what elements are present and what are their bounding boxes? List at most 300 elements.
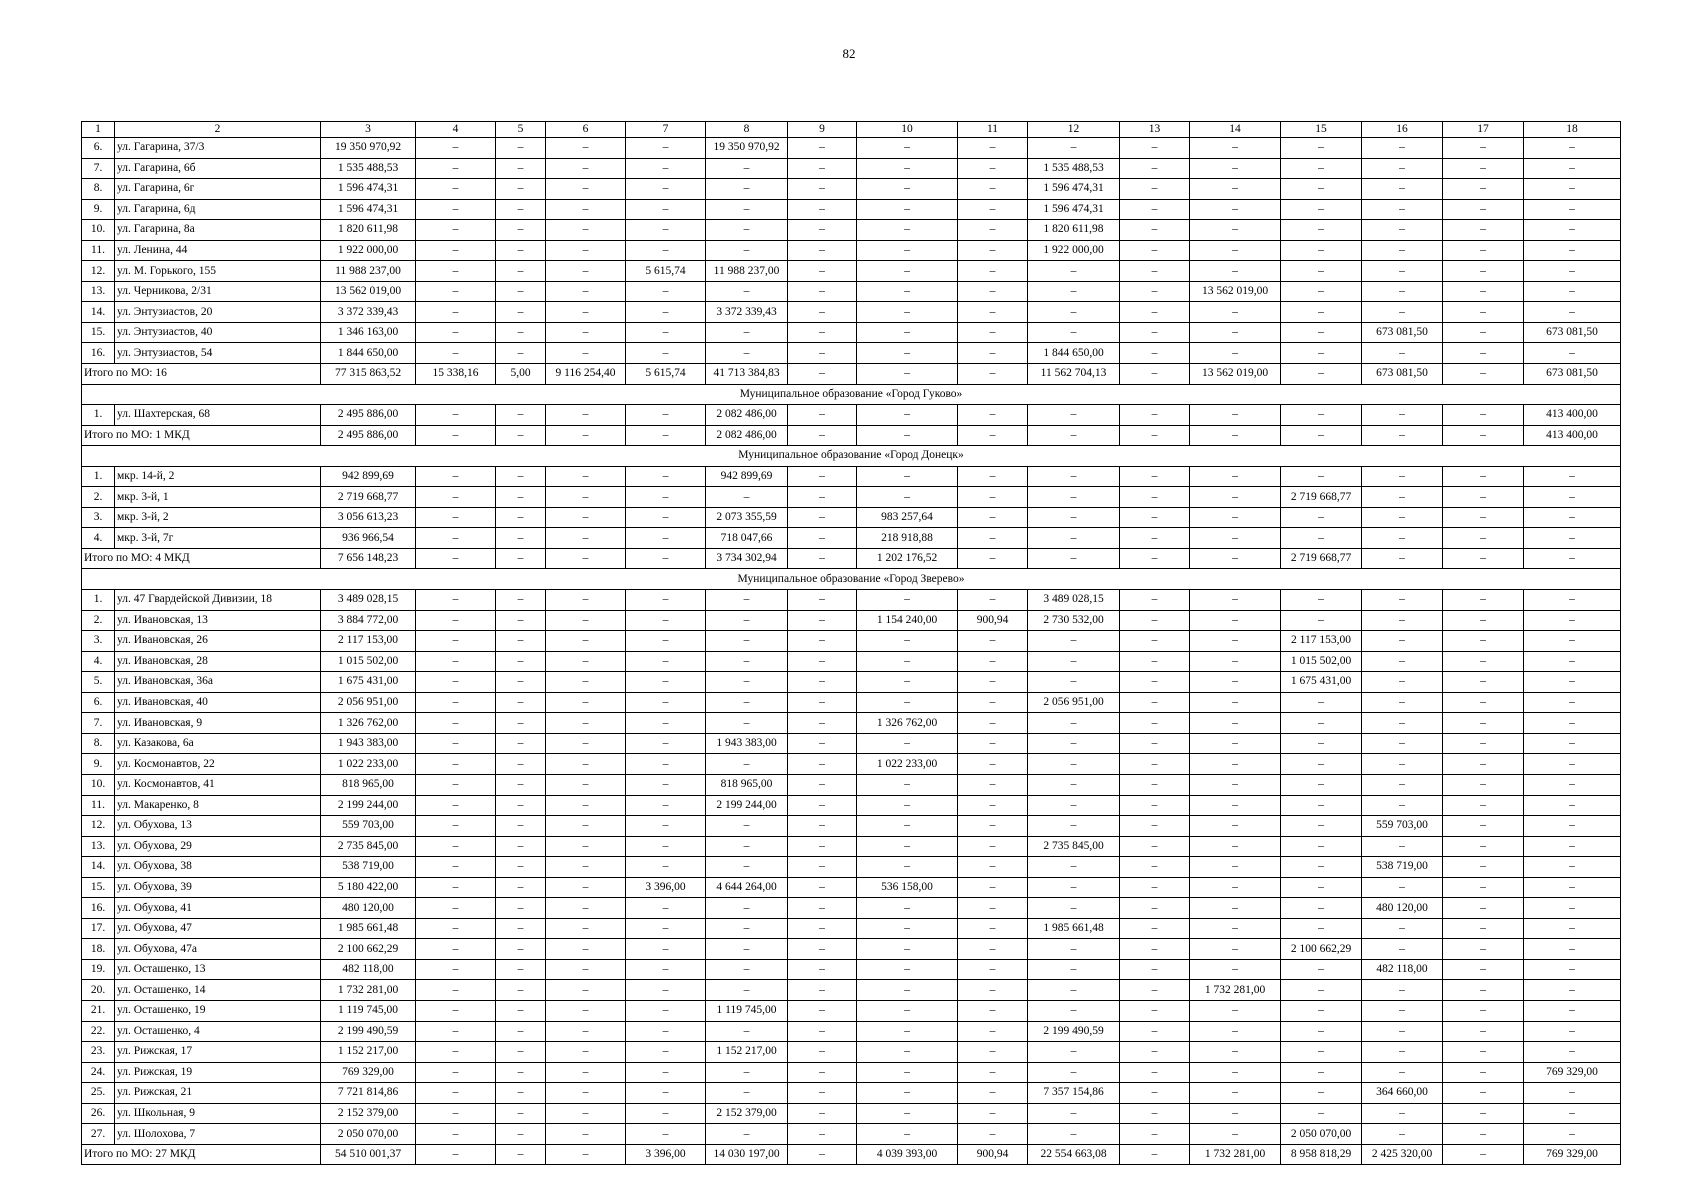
value-cell: – (1190, 1124, 1281, 1145)
table-row (82, 507, 1621, 528)
value-cell: – (416, 795, 496, 816)
value-cell: 7 656 148,23 (321, 548, 416, 569)
value-cell: – (1028, 507, 1120, 528)
value-cell: – (546, 1021, 626, 1042)
value-cell: – (706, 631, 788, 652)
value-cell: – (706, 220, 788, 241)
value-cell: – (1120, 343, 1190, 364)
table-row (82, 1062, 1621, 1083)
value-cell: – (1190, 1103, 1281, 1124)
value-cell: – (626, 1062, 706, 1083)
value-cell: – (1120, 364, 1190, 385)
value-cell: – (626, 836, 706, 857)
value-cell: – (1028, 774, 1120, 795)
value-cell: – (706, 836, 788, 857)
value-cell: 1 732 281,00 (1190, 1144, 1281, 1165)
value-cell: – (496, 939, 546, 960)
value-cell: – (788, 466, 857, 487)
table-row (82, 692, 1621, 713)
row-number: 1. (82, 466, 115, 487)
value-cell: 538 719,00 (1362, 857, 1443, 878)
address-cell: ул. Обухова, 47 (115, 918, 321, 939)
value-cell: – (626, 590, 706, 611)
row-number: 19. (82, 959, 115, 980)
value-cell: – (857, 959, 958, 980)
value-cell: – (706, 158, 788, 179)
value-cell: – (958, 322, 1028, 343)
value-cell: – (496, 199, 546, 220)
value-cell: – (788, 1103, 857, 1124)
value-cell: – (1362, 1103, 1443, 1124)
value-cell: – (1120, 528, 1190, 549)
value-cell: – (706, 857, 788, 878)
value-cell: – (1120, 1124, 1190, 1145)
value-cell: – (496, 466, 546, 487)
value-cell: – (1443, 548, 1524, 569)
row-number: 3. (82, 507, 115, 528)
value-cell: – (626, 302, 706, 323)
value-cell: – (706, 1021, 788, 1042)
value-cell: 22 554 663,08 (1028, 1144, 1120, 1165)
value-cell: – (958, 939, 1028, 960)
address-cell: ул. Обухова, 29 (115, 836, 321, 857)
value-cell: – (788, 733, 857, 754)
row-number: 9. (82, 754, 115, 775)
table-row (82, 857, 1621, 878)
value-cell: 3 396,00 (626, 877, 706, 898)
value-cell: – (1281, 1042, 1362, 1063)
value-cell: – (1443, 158, 1524, 179)
value-cell: – (626, 610, 706, 631)
value-cell: 1 022 233,00 (321, 754, 416, 775)
value-cell: – (1028, 322, 1120, 343)
value-cell: – (1120, 302, 1190, 323)
value-cell: – (496, 528, 546, 549)
value-cell: – (1190, 795, 1281, 816)
value-cell: – (1190, 774, 1281, 795)
address-cell: ул. Шахтерская, 68 (115, 405, 321, 426)
row-number: 8. (82, 733, 115, 754)
value-cell: – (857, 364, 958, 385)
table-container (81, 121, 1620, 1165)
value-cell: – (1190, 220, 1281, 241)
value-cell: – (788, 1144, 857, 1165)
value-cell: 818 965,00 (706, 774, 788, 795)
row-number: 6. (82, 138, 115, 159)
total-row (82, 1144, 1621, 1165)
value-cell: – (1120, 158, 1190, 179)
value-cell: – (1120, 980, 1190, 1001)
value-cell: – (958, 672, 1028, 693)
table-row (82, 240, 1621, 261)
value-cell: – (1524, 548, 1621, 569)
value-cell: – (1028, 754, 1120, 775)
section-header-row (82, 446, 1621, 467)
value-cell: – (546, 1124, 626, 1145)
value-cell: – (416, 898, 496, 919)
value-cell: 769 329,00 (1524, 1062, 1621, 1083)
value-cell: – (1281, 405, 1362, 426)
value-cell: – (1524, 918, 1621, 939)
value-cell: – (1362, 425, 1443, 446)
value-cell: – (1524, 507, 1621, 528)
value-cell: – (857, 1042, 958, 1063)
table-row (82, 1103, 1621, 1124)
value-cell: – (1120, 1144, 1190, 1165)
column-header: 5 (496, 122, 546, 138)
value-cell: – (1190, 939, 1281, 960)
value-cell: – (1443, 610, 1524, 631)
row-number: 13. (82, 836, 115, 857)
value-cell: 1 022 233,00 (857, 754, 958, 775)
value-cell: – (1120, 631, 1190, 652)
address-cell: ул. Ленина, 44 (115, 240, 321, 261)
value-cell: – (546, 631, 626, 652)
value-cell: – (416, 1000, 496, 1021)
value-cell: – (1120, 713, 1190, 734)
value-cell: 1 346 163,00 (321, 322, 416, 343)
value-cell: – (496, 281, 546, 302)
value-cell: – (706, 487, 788, 508)
table-row (82, 199, 1621, 220)
value-cell: – (626, 898, 706, 919)
value-cell: – (1281, 713, 1362, 734)
value-cell: – (788, 179, 857, 200)
value-cell: 2 056 951,00 (321, 692, 416, 713)
value-cell: – (416, 816, 496, 837)
table-row (82, 774, 1621, 795)
row-number: 21. (82, 1000, 115, 1021)
value-cell: – (1443, 281, 1524, 302)
value-cell: – (496, 1042, 546, 1063)
value-cell: – (1028, 898, 1120, 919)
value-cell: – (958, 138, 1028, 159)
value-cell: – (958, 158, 1028, 179)
value-cell: – (958, 261, 1028, 282)
value-cell: – (416, 590, 496, 611)
value-cell: – (1120, 610, 1190, 631)
value-cell: – (857, 836, 958, 857)
value-cell: – (706, 918, 788, 939)
address-cell: ул. Осташенко, 4 (115, 1021, 321, 1042)
value-cell: 1 015 502,00 (1281, 651, 1362, 672)
column-header: 13 (1120, 122, 1190, 138)
value-cell: – (958, 651, 1028, 672)
value-cell: – (416, 1124, 496, 1145)
value-cell: – (958, 631, 1028, 652)
value-cell: – (1028, 1103, 1120, 1124)
table-row (82, 1021, 1621, 1042)
value-cell: – (1362, 240, 1443, 261)
value-cell: – (1362, 713, 1443, 734)
value-cell: 3 489 028,15 (1028, 590, 1120, 611)
value-cell: 769 329,00 (321, 1062, 416, 1083)
table-row (82, 795, 1621, 816)
value-cell: – (857, 631, 958, 652)
value-cell: – (1028, 302, 1120, 323)
value-cell: – (1443, 836, 1524, 857)
value-cell: – (958, 364, 1028, 385)
value-cell: – (788, 980, 857, 1001)
value-cell: – (1281, 857, 1362, 878)
value-cell: 2 495 886,00 (321, 425, 416, 446)
table-row (82, 179, 1621, 200)
value-cell: 2 050 070,00 (1281, 1124, 1362, 1145)
address-cell: ул. Черникова, 2/31 (115, 281, 321, 302)
value-cell: 3 372 339,43 (321, 302, 416, 323)
value-cell: – (1028, 631, 1120, 652)
value-cell: – (1443, 1103, 1524, 1124)
value-cell: – (626, 425, 706, 446)
value-cell: – (496, 179, 546, 200)
value-cell: – (496, 795, 546, 816)
table-row (82, 1000, 1621, 1021)
value-cell: – (706, 1124, 788, 1145)
value-cell: – (1190, 590, 1281, 611)
value-cell: – (1028, 713, 1120, 734)
value-cell: – (857, 487, 958, 508)
value-cell: – (958, 405, 1028, 426)
value-cell: – (626, 281, 706, 302)
value-cell: – (857, 343, 958, 364)
value-cell: – (1443, 1144, 1524, 1165)
value-cell: – (626, 1083, 706, 1104)
value-cell: – (416, 322, 496, 343)
value-cell: 7 721 814,86 (321, 1083, 416, 1104)
value-cell: – (1281, 610, 1362, 631)
value-cell: – (1443, 713, 1524, 734)
value-cell: – (706, 816, 788, 837)
value-cell: – (1120, 959, 1190, 980)
value-cell: – (788, 610, 857, 631)
value-cell: 2 719 668,77 (1281, 487, 1362, 508)
value-cell: 1 922 000,00 (1028, 240, 1120, 261)
value-cell: – (546, 959, 626, 980)
value-cell: – (958, 959, 1028, 980)
value-cell: – (1443, 795, 1524, 816)
address-cell: ул. Гагарина, 37/3 (115, 138, 321, 159)
value-cell: – (788, 918, 857, 939)
value-cell: 936 966,54 (321, 528, 416, 549)
value-cell: – (1190, 158, 1281, 179)
value-cell: 15 338,16 (416, 364, 496, 385)
value-cell: – (1443, 651, 1524, 672)
value-cell: – (1443, 1000, 1524, 1021)
value-cell: – (788, 877, 857, 898)
value-cell: – (1190, 1042, 1281, 1063)
value-cell: – (496, 713, 546, 734)
value-cell: – (1120, 240, 1190, 261)
table-row (82, 528, 1621, 549)
value-cell: 818 965,00 (321, 774, 416, 795)
value-cell: – (1443, 466, 1524, 487)
value-cell: – (496, 816, 546, 837)
address-cell: ул. Ивановская, 9 (115, 713, 321, 734)
value-cell: – (546, 487, 626, 508)
value-cell: – (788, 405, 857, 426)
value-cell: – (496, 590, 546, 611)
value-cell: – (496, 240, 546, 261)
column-header: 17 (1443, 122, 1524, 138)
value-cell: – (1524, 877, 1621, 898)
value-cell: – (788, 939, 857, 960)
value-cell: – (1190, 199, 1281, 220)
value-cell: – (958, 918, 1028, 939)
value-cell: – (1443, 672, 1524, 693)
value-cell: – (416, 651, 496, 672)
value-cell: 2 735 845,00 (321, 836, 416, 857)
value-cell: – (706, 754, 788, 775)
value-cell: – (958, 240, 1028, 261)
value-cell: – (1190, 733, 1281, 754)
row-number: 16. (82, 898, 115, 919)
table-row (82, 877, 1621, 898)
value-cell: – (1281, 795, 1362, 816)
value-cell: – (626, 199, 706, 220)
value-cell: – (1120, 138, 1190, 159)
value-cell: – (416, 918, 496, 939)
value-cell: 19 350 970,92 (321, 138, 416, 159)
value-cell: 1 844 650,00 (321, 343, 416, 364)
value-cell: – (1362, 405, 1443, 426)
value-cell: – (1524, 1042, 1621, 1063)
value-cell: – (788, 713, 857, 734)
row-number: 1. (82, 590, 115, 611)
table-row (82, 733, 1621, 754)
value-cell: – (546, 816, 626, 837)
value-cell: – (1524, 220, 1621, 241)
address-cell: ул. Осташенко, 14 (115, 980, 321, 1001)
value-cell: – (1190, 528, 1281, 549)
row-number: 12. (82, 261, 115, 282)
value-cell: – (857, 692, 958, 713)
value-cell: – (1524, 590, 1621, 611)
value-cell: – (857, 1103, 958, 1124)
value-cell: – (1281, 692, 1362, 713)
value-cell: – (546, 240, 626, 261)
value-cell: – (416, 713, 496, 734)
value-cell: – (1443, 980, 1524, 1001)
value-cell: – (546, 651, 626, 672)
value-cell: 1 675 431,00 (1281, 672, 1362, 693)
table-row (82, 220, 1621, 241)
value-cell: – (788, 302, 857, 323)
value-cell: – (958, 836, 1028, 857)
value-cell: – (1443, 322, 1524, 343)
value-cell: – (1190, 1083, 1281, 1104)
value-cell: 2 152 379,00 (706, 1103, 788, 1124)
table-row (82, 836, 1621, 857)
value-cell: – (1362, 487, 1443, 508)
value-cell: – (1524, 528, 1621, 549)
value-cell: – (958, 980, 1028, 1001)
value-cell: – (788, 959, 857, 980)
value-cell: – (1443, 816, 1524, 837)
value-cell: – (1120, 1103, 1190, 1124)
value-cell: – (546, 220, 626, 241)
value-cell: 1 119 745,00 (321, 1000, 416, 1021)
table-row (82, 713, 1621, 734)
value-cell: – (496, 302, 546, 323)
address-cell: ул. Ивановская, 13 (115, 610, 321, 631)
address-cell: ул. Осташенко, 13 (115, 959, 321, 980)
address-cell: ул. Рижская, 21 (115, 1083, 321, 1104)
value-cell: – (1362, 692, 1443, 713)
value-cell: – (857, 774, 958, 795)
value-cell: – (626, 1124, 706, 1145)
value-cell: – (546, 199, 626, 220)
value-cell: – (1443, 959, 1524, 980)
value-cell: – (958, 1000, 1028, 1021)
value-cell: – (546, 528, 626, 549)
value-cell: – (788, 220, 857, 241)
value-cell: – (1120, 836, 1190, 857)
value-cell: 2 425 320,00 (1362, 1144, 1443, 1165)
value-cell: – (1190, 610, 1281, 631)
value-cell: – (706, 672, 788, 693)
value-cell: – (1120, 179, 1190, 200)
value-cell: – (1362, 548, 1443, 569)
value-cell: – (416, 1062, 496, 1083)
value-cell: 2 117 153,00 (321, 631, 416, 652)
value-cell: – (1190, 1000, 1281, 1021)
value-cell: – (1028, 405, 1120, 426)
value-cell: – (496, 918, 546, 939)
value-cell: – (416, 939, 496, 960)
table-row (82, 1124, 1621, 1145)
value-cell: 19 350 970,92 (706, 138, 788, 159)
page-number: 82 (842, 46, 856, 61)
table-row (82, 918, 1621, 939)
value-cell: – (1362, 466, 1443, 487)
value-cell: – (1362, 774, 1443, 795)
value-cell: – (1120, 507, 1190, 528)
value-cell: – (1190, 507, 1281, 528)
value-cell: 13 562 019,00 (1190, 364, 1281, 385)
table-row (82, 610, 1621, 631)
value-cell: – (496, 733, 546, 754)
value-cell: – (857, 857, 958, 878)
value-cell: – (1120, 857, 1190, 878)
value-cell: – (857, 199, 958, 220)
value-cell: – (1362, 343, 1443, 364)
value-cell: – (1190, 918, 1281, 939)
value-cell: 1 326 762,00 (321, 713, 416, 734)
value-cell: – (706, 322, 788, 343)
value-cell: – (1443, 240, 1524, 261)
value-cell: – (1190, 261, 1281, 282)
value-cell: – (546, 322, 626, 343)
value-cell: – (1190, 322, 1281, 343)
value-cell: – (788, 548, 857, 569)
value-cell: – (1120, 795, 1190, 816)
total-label: Итого по МО: 16 (82, 364, 321, 385)
value-cell: – (1120, 1062, 1190, 1083)
value-cell: 2 199 244,00 (706, 795, 788, 816)
value-cell: – (1281, 918, 1362, 939)
value-cell: – (1281, 179, 1362, 200)
value-cell: 2 100 662,29 (321, 939, 416, 960)
row-number: 8. (82, 179, 115, 200)
section-header-row (82, 569, 1621, 590)
value-cell: – (1281, 836, 1362, 857)
value-cell: – (1120, 199, 1190, 220)
value-cell: – (496, 261, 546, 282)
value-cell: – (1120, 651, 1190, 672)
value-cell: 11 562 704,13 (1028, 364, 1120, 385)
value-cell: – (1443, 692, 1524, 713)
value-cell: – (857, 138, 958, 159)
